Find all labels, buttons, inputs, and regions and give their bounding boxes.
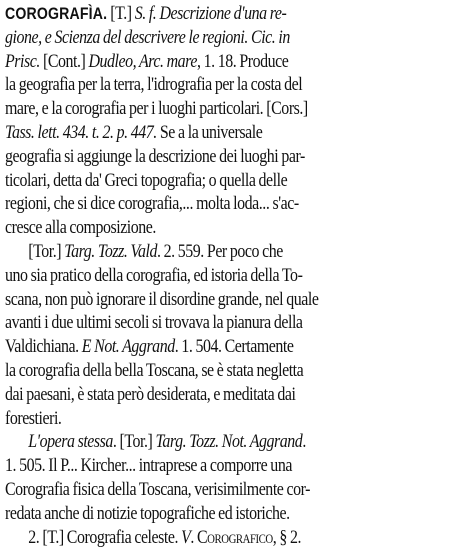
entry-line [5,335,391,359]
entry-text: . Corografico [190,526,273,548]
entry-text: forestieri. [5,407,62,429]
citation-text: L'opera stessa [28,431,113,453]
entry-line [5,121,391,145]
entry-text: geografia si aggiunge la descrizione dei luoghi par- [5,145,305,167]
entry-text: uno sia pratico della corografia, ed istoria della To- [5,264,303,286]
entry-text: [T.] [107,3,135,24]
entry-text: regioni, che si dice corografia,... molta loda... s'ac- [5,193,299,215]
entry-line [5,240,391,264]
entry-line [5,359,391,383]
entry-text: 1. 505. Il P... Kircher... intraprese a comporre una [5,455,292,477]
entry-line [5,192,391,216]
citation-text: S. f. Descrizione d'una re- [134,3,287,24]
entry-text: . 1. 504. Certamente [174,336,294,358]
citation-text: gione, e Scienza del descrivere le regioni. Cic. in [5,26,290,48]
entry-line [5,526,391,549]
entry-text: la geografìa per la terra, l'idrografia per la costa del [5,74,303,96]
entry-text: , § 2. [272,526,302,548]
entry-line [5,407,391,431]
entry-line [5,26,391,50]
entry-text: 2. [T.] Corografia celeste. [28,526,182,548]
entry-text: [Tor.] [28,240,65,262]
entry-text: avanti i due ultimi secoli si trovava la pianura della [5,312,303,334]
citation-text: V [181,526,191,548]
entry-line [5,288,391,312]
entry-text: dai paesani, è stata però desiderata, e meditata dai [5,383,296,405]
entry-line [5,169,391,193]
entry-text: la corografia della bella Toscana, se è stata negletta [5,359,304,381]
entry-text: . 2. 559. Per poco che [156,240,283,262]
entry-line [5,502,391,526]
entry-line [5,311,391,335]
entry-line [5,50,391,74]
entry-text: , 1. 18. Produce [196,50,289,72]
citation-text: Tass. lett. 434. t. 2. p. 447. [5,121,157,143]
entry-line [5,216,391,240]
entry-text: [Cont.] [39,50,89,72]
citation-text: Prisc. [5,50,40,72]
headword: COROGRAFÌA. [5,4,108,23]
entry-text: ticolari, detta da' Greci topografia; o quella delle [5,169,288,191]
citation-text: Targ. Tozz. Not. Aggrand [155,431,303,453]
citation-text: E Not. Aggrand [81,336,175,358]
entry-text: cresce alla composizione. [5,217,156,239]
entry-text: Se a la universale [156,121,263,143]
entry-text: redata anche di notizie topografiche ed istoriche. [5,502,290,524]
entry-line [5,383,391,407]
entry-line [5,478,391,502]
citation-text: Dudleo, Arc. mare [88,50,197,72]
entry-line [5,145,391,169]
entry-text: . [302,431,306,453]
entry-line [5,264,391,288]
entry-line [5,454,391,478]
entry-line [5,2,391,26]
entry-text: mare, e la corografia per i luoghi particolari. [Cors.] [5,98,308,120]
entry-line [5,430,391,454]
entry-text: Corografia fisica della Toscana, verisimilmente cor- [5,478,311,500]
entry-text: Valdichiana. [5,336,82,358]
citation-text: Targ. Tozz. Vald [64,240,157,262]
entry-text: . [Tor.] [112,431,156,453]
entry-line [5,97,391,121]
entry-line [5,73,391,97]
entry-text: scana, non può ignorare il disordine grande, nel quale [5,288,319,310]
